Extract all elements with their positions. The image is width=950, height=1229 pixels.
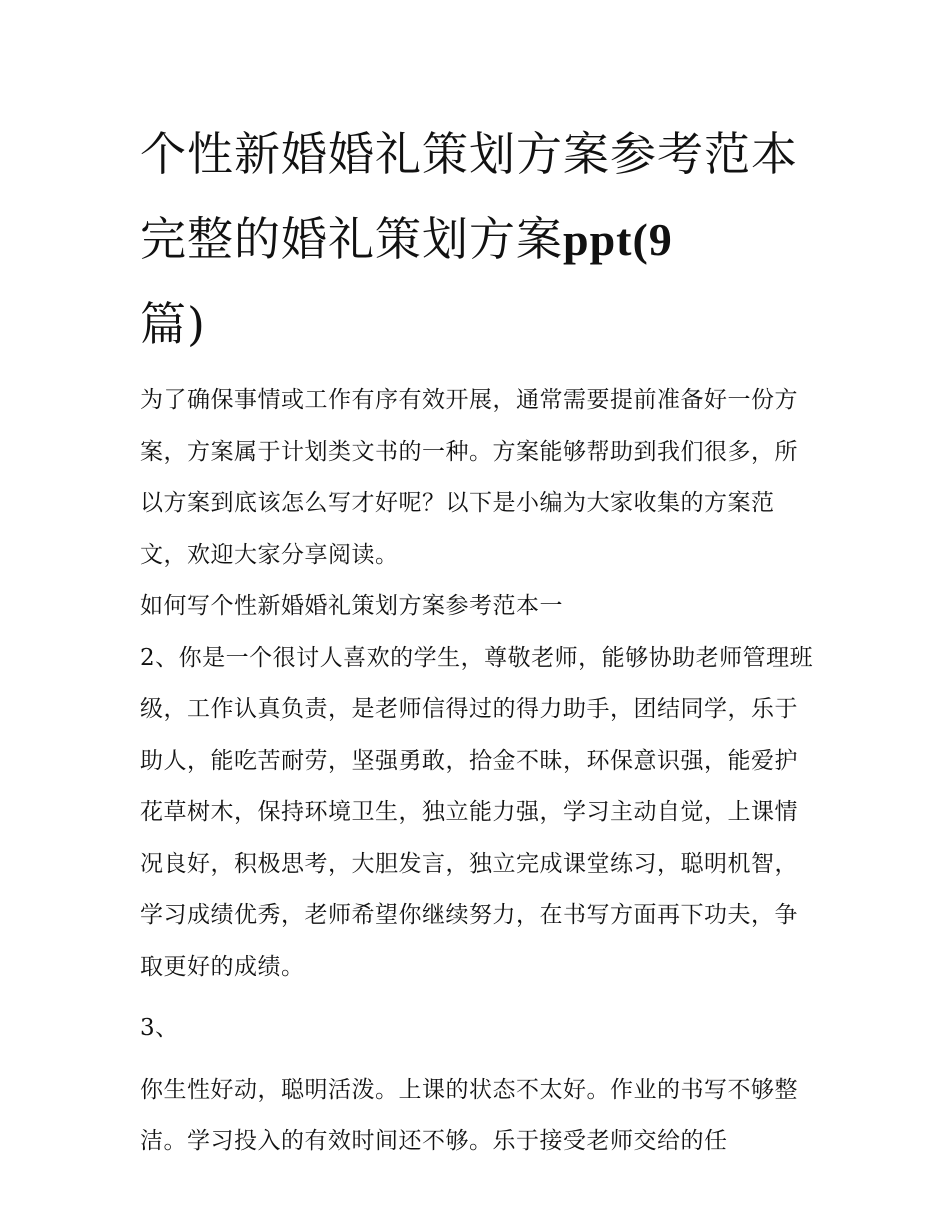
section-heading: 如何写个性新婚婚礼策划方案参考范本一 xyxy=(140,593,563,619)
document-title xyxy=(140,112,820,367)
item-3-paragraph: 你生性好动，聪明活泼。上课的状态不太好。作业的书写不够整洁。学习投入的有效时间还不够。乐于接受老师交给的任 xyxy=(140,1076,798,1154)
title-main: 个性新婚婚礼策划方案参考范本 完整的婚礼策划方案 xyxy=(140,127,798,266)
title-tail: 篇) xyxy=(140,297,206,351)
intro-paragraph: 为了确保事情或工作有序有效开展，通常需要提前准备好一份方案，方案属于计划类文书的一种。方案能够帮助到我们很多，所以方案到底该怎么写才好呢？以下是小编为大家收集的方案范文，欢迎大家分享阅读。 xyxy=(140,387,798,568)
item-2-paragraph: 2、你是一个很讨人喜欢的学生，尊敬老师，能够协助老师管理班级，工作认真负责，是老师信得过的得力助手，团结同学，乐于助人，能吃苦耐劳，坚强勇敢，拾金不昧，环保意识强，能爱护花草树木，保持环境卫生，独立能力强，学习主动自觉，上课情况良好，积极思考，大胆发言，独立完成课堂练习，聪明机智，学习成绩优秀，老师希望你继续努力，在书写方面再下功夫，争取更好的成绩。 xyxy=(140,644,814,980)
title-latin: ppt(9 xyxy=(563,214,673,265)
item-3-label: 3、 xyxy=(140,1015,179,1041)
document-page xyxy=(140,112,820,1168)
